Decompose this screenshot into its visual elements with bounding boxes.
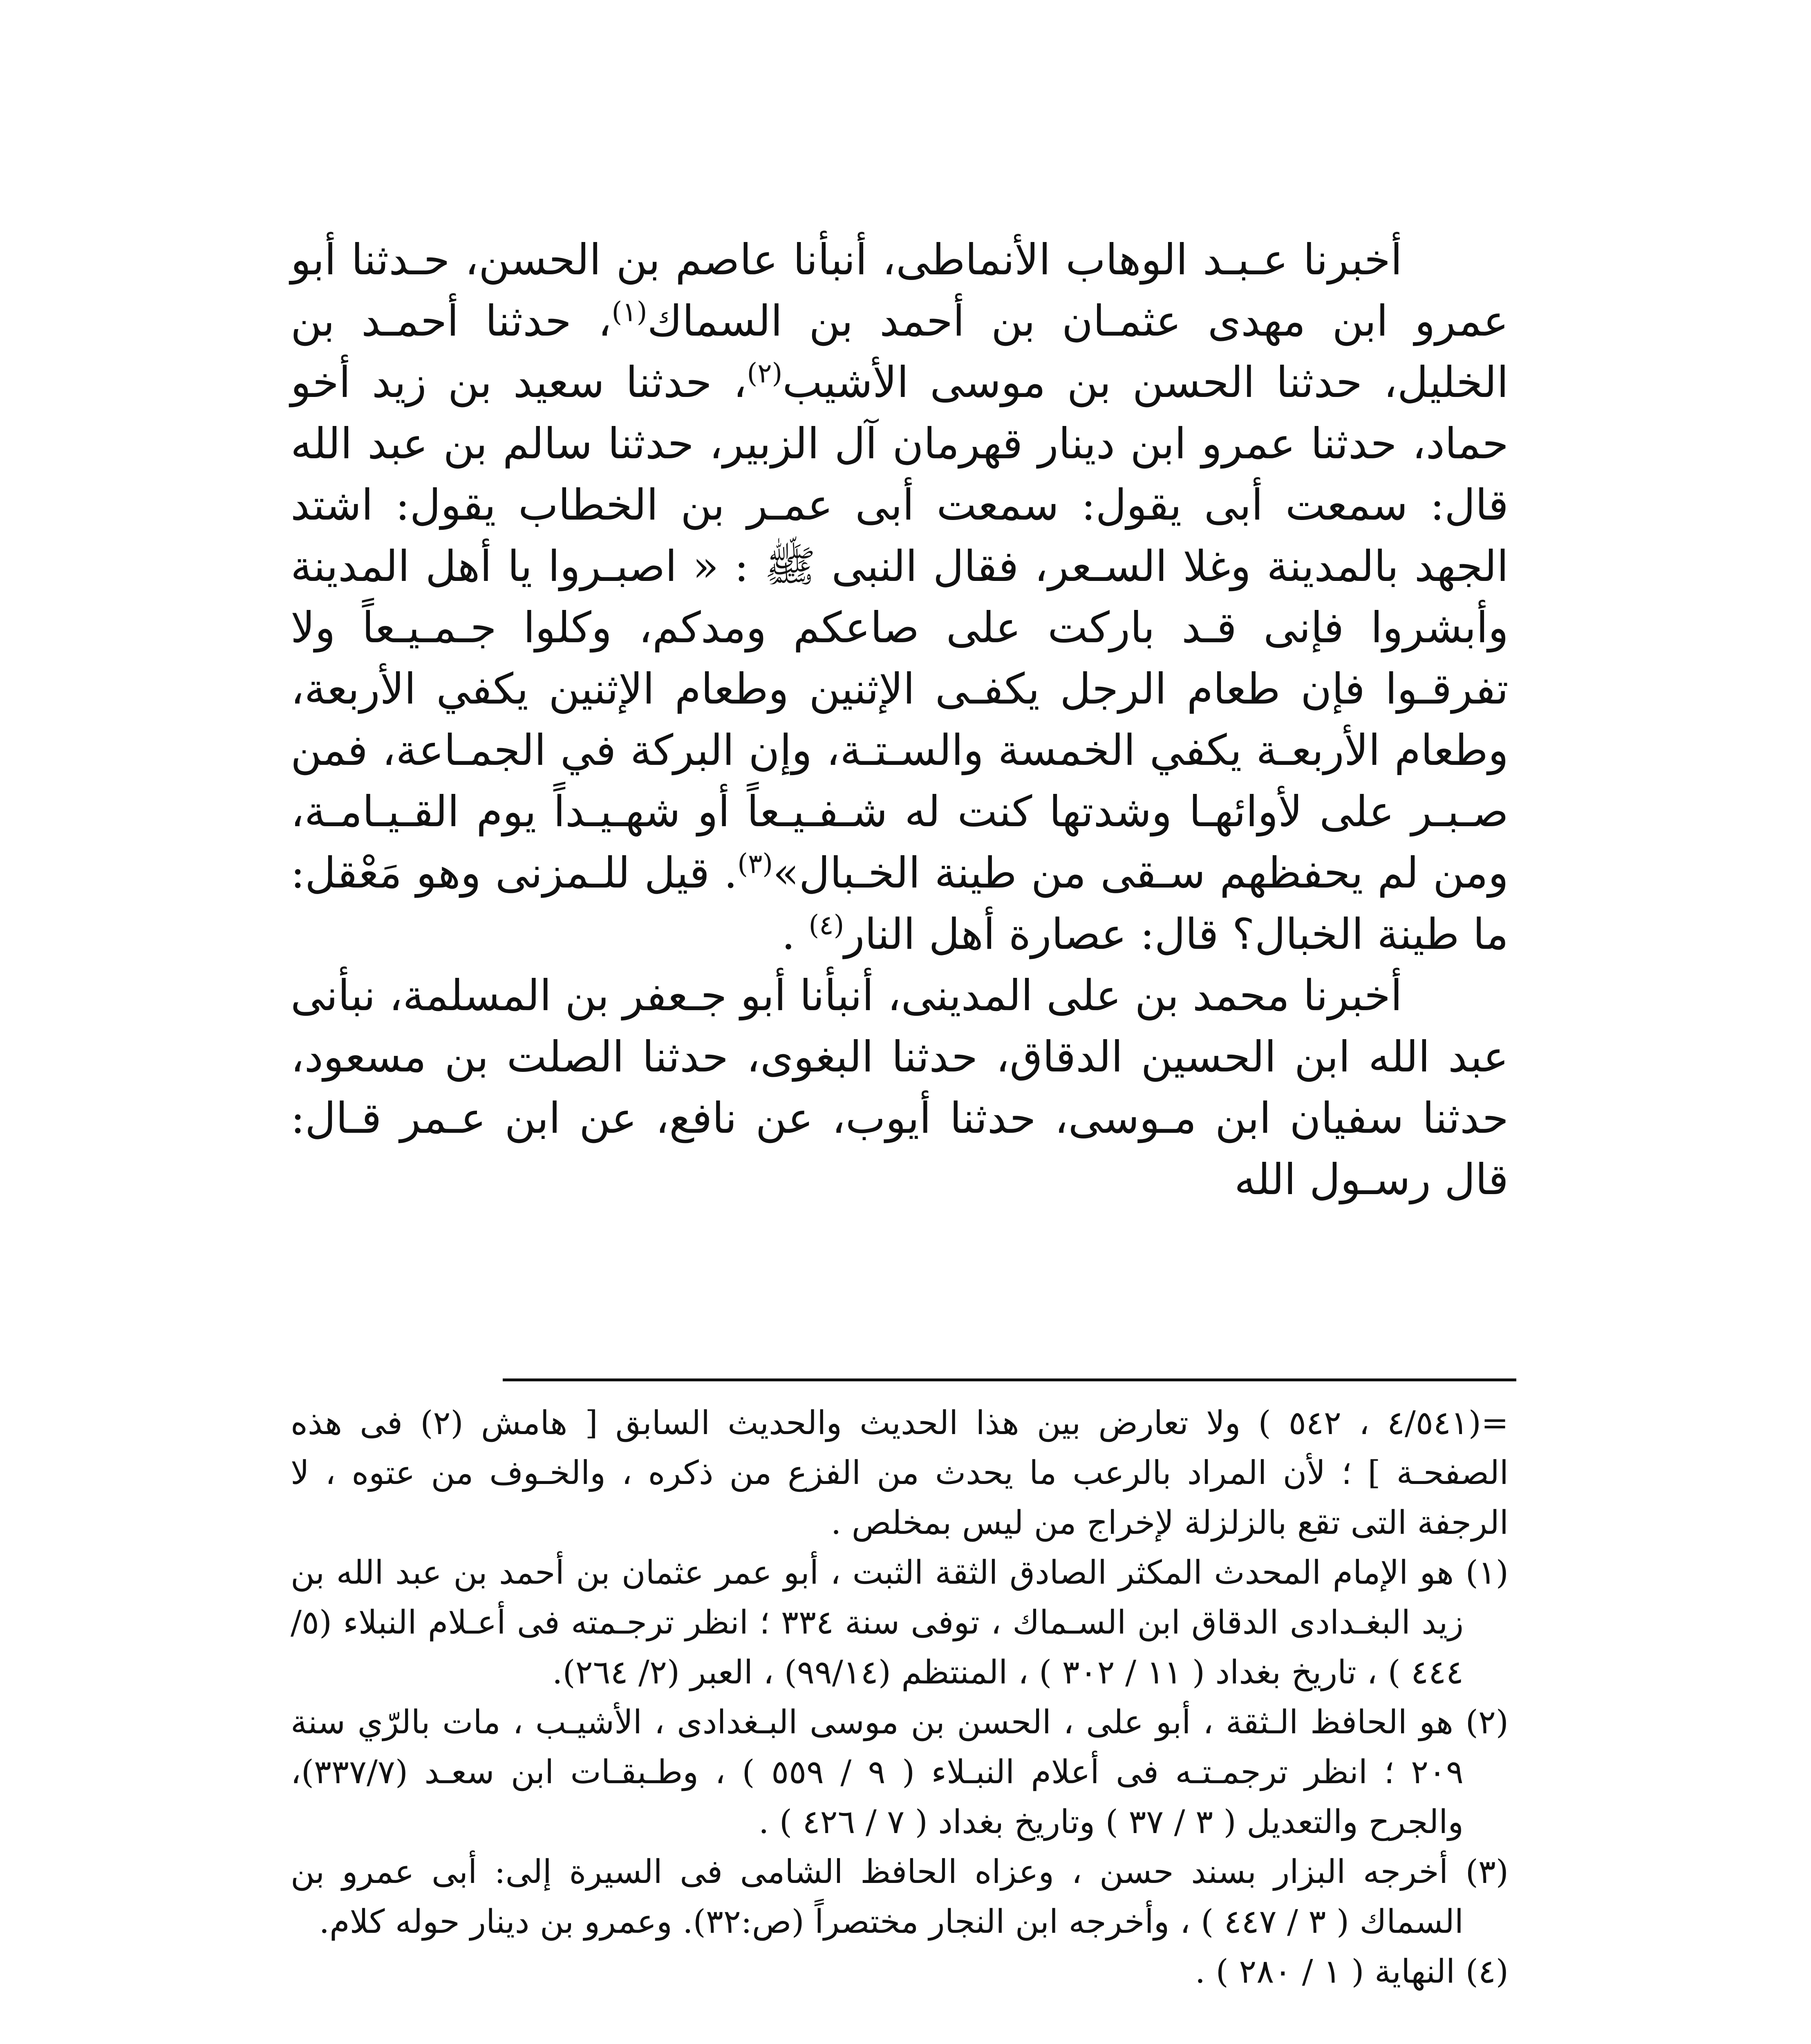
footnotes-section	[291, 1398, 1509, 1997]
footnote-ref-3: (٣)	[737, 848, 773, 880]
footnote-3-number: (٣)	[1465, 1853, 1509, 1891]
paragraph-1-segment-2: ، حدثنا أحمـد بن الخليل، حدثنا الحسن بن موسى الأشيب	[291, 296, 1509, 407]
footnote-continuation: =(٤/٥٤١ ، ٥٤٢ ) ولا تعارض بين هذا الحديث والحديث السابق [ هامش (٢) فى هذه الصفحـة ] ؛ لأن المراد بالرعب ما يحدث من الفزع من ذكره ، والخـوف من عتوه ، لا الرجفة التى تقع بالزلزلة لإخراج من ليس بمخلص .	[291, 1404, 1509, 1542]
footnote-2-text: هو الحافظ الـثقة ، أبو على ، الحسن بن موسى البـغدادى ، الأشيـب ، مات بالرّي سنة ٢٠٩ ؛ انظر ترجمـتـه فى أعلام النبـلاء ( ٩ / ٥٥٩ ) ، وطـبقـات ابن سعـد (٣٣٧/٧)، والجرح والتعديل ( ٣ / ٣٧ ) وتاريخ بغداد ( ٧ / ٤٢٦ ) .	[291, 1703, 1464, 1841]
main-paragraph-2: أخبرنا محمد بن على المدينى، أنبأنا أبو جـعفر بن المسلمة، نبأنى عبد الله ابن الحسين الدقاق، حدثنا البغوى، حدثنا الصلت بن مسعود، حدثنا سفيان ابن مـوسى، حدثنا أيوب، عن نافع، عن ابن عـمر قـال: قال رسـول الله	[291, 970, 1509, 1204]
paragraph-1-segment-3: ، حدثنا سعيد بن زيد أخو حماد، حدثنا عمرو ابن دينار قهرمان آل الزبير، حدثنا سالم بن عبد الله قال: سمعت أبى يقول: سمعت أبى عمـر بن الخطاب يقول: اشتد الجهد بالمدينة وغلا السـعر، فقال النبى ﷺ : « اصبـروا يا أهل المدينة وأبشروا فإنى قـد باركت على صاعكم ومدكم، وكلوا جـمـيـعاً ولا تفرقـوا فإن طعام الرجل يكفـى الإثنين وطعام الإثنين يكفي الأربعة، وطعام الأربعـة يكفي الخمسة والسـتـة، وإن البركة في الجمـاعة، فمن صـبـر على لأوائهـا وشدتها كنت له شـفـيـعاً أو شهـيـداً يوم القـيـامـة، ومن لم يحفظهم سـقى من طينة الخـبال»	[291, 357, 1509, 898]
footnote-1-number: (١)	[1465, 1553, 1509, 1591]
footnote-2	[291, 1697, 1509, 1847]
footnote-3	[291, 1847, 1509, 1947]
footnote-ref-2: (٢)	[747, 357, 783, 389]
footnote-4-text: النهاية ( ١ / ٢٨٠ ) .	[1195, 1952, 1455, 1990]
paragraph-1-segment-5: .	[781, 909, 809, 959]
footnote-1-text: هو الإمام المحدث المكثر الصادق الثقة الثبت ، أبو عمر عثمان بن أحمد بن عبد الله بن زيد البغـدادى الدقاق ابن السـماك ، توفى سنة ٣٣٤ ؛ انظر ترجـمته فى أعـلام النبلاء (٥/ ٤٤٤ ) ، تاريخ بغداد ( ١١ / ٣٠٢ ) ، المنتظم (٩٩/١٤) ، العبر (٢/ ٢٦٤).	[291, 1553, 1464, 1691]
footnote-4	[291, 1947, 1509, 1997]
footnote-3-text: أخرجه البزار بسند حسن ، وعزاه الحافظ الشامى فى السيرة إلى: أبى عمرو بن السماك ( ٣ / ٤٤٧ ) ، وأخرجه ابن النجار مختصراً (ص:٣٢). وعمرو بن دينار حوله كلام.	[291, 1853, 1464, 1941]
footnote-1	[291, 1548, 1509, 1697]
paragraph-1-segment-1: أخبرنا عـبـد الوهاب الأنماطى، أنبأنا عاصم بن الحسن، حـدثنا أبو عمرو ابن مهدى عثمـان بن أحمد بن السماك	[291, 235, 1509, 346]
main-text-body	[291, 229, 1509, 1210]
footnote-4-number: (٤)	[1465, 1952, 1509, 1990]
footnote-separator-rule	[503, 1378, 1516, 1381]
main-paragraph-1	[291, 229, 1509, 965]
paragraph-1-segment-4: . قيل للـمزنى وهو مَعْقل: ما طينة الخبال؟ قال: عصارة أهل النار	[291, 848, 1509, 959]
footnote-ref-1: (١)	[611, 296, 647, 328]
footnote-2-number: (٢)	[1465, 1703, 1509, 1741]
footnote-ref-4: (٤)	[808, 909, 844, 941]
